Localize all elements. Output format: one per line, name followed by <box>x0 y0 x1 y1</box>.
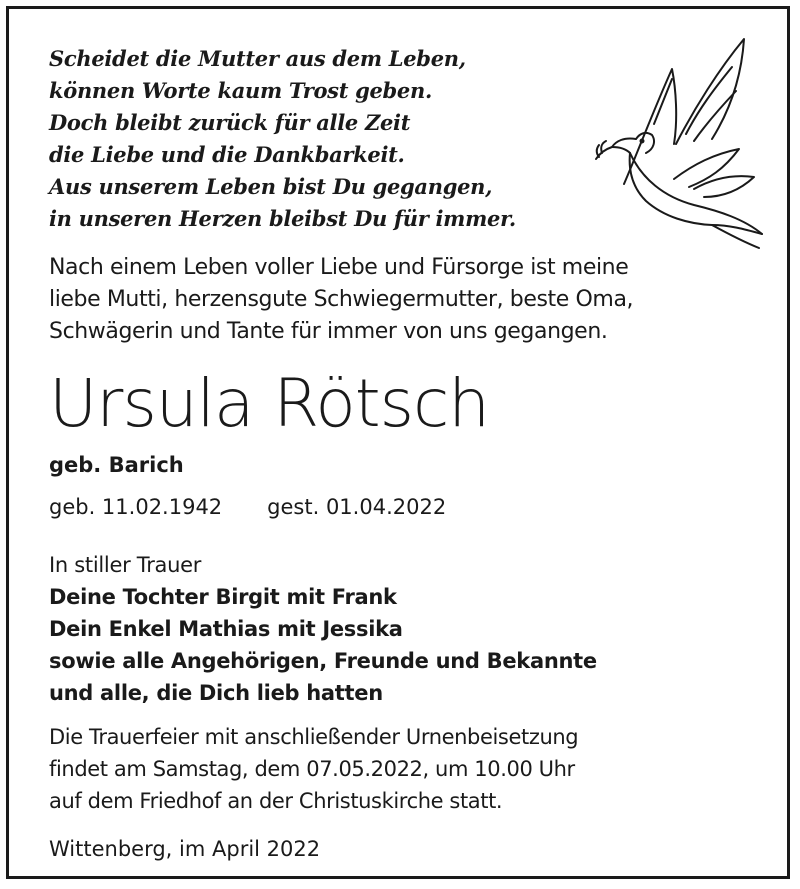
mourner-line: und alle, die Dich lieb hatten <box>49 681 383 705</box>
poem-line: können Worte kaum Trost geben. <box>49 78 432 103</box>
deceased-name: Ursula Rötsch <box>49 365 490 442</box>
intro-line: Schwägerin und Tante für immer von uns gegangen. <box>49 319 608 344</box>
poem-line: die Liebe und die Dankbarkeit. <box>49 142 405 167</box>
life-dates <box>49 491 446 523</box>
ceremony-line: auf dem Friedhof an der Christuskirche statt. <box>49 789 503 813</box>
mourners-lead: In stiller Trauer <box>49 553 202 577</box>
dove-icon <box>594 29 764 249</box>
intro-line: liebe Mutti, herzensgute Schwiegermutter, beste Oma, <box>49 287 634 312</box>
maiden-name: geb. Barich <box>49 453 184 477</box>
obituary-frame <box>6 6 790 879</box>
place-date: Wittenberg, im April 2022 <box>49 837 321 861</box>
mourner-line: Deine Tochter Birgit mit Frank <box>49 585 397 609</box>
intro-text <box>49 252 633 348</box>
poem-line: Aus unserem Leben bist Du gegangen, <box>49 174 493 199</box>
ceremony-line: findet am Samstag, dem 07.05.2022, um 10.00 Uhr <box>49 757 575 781</box>
ceremony-line: Die Trauerfeier mit anschließender Urnenbeisetzung <box>49 725 579 749</box>
poem-line: in unseren Herzen bleibst Du für immer. <box>49 206 516 231</box>
ceremony-info <box>49 721 578 817</box>
birth-date: geb. 11.02.1942 <box>49 495 223 519</box>
death-date: gest. 01.04.2022 <box>267 495 447 519</box>
poem <box>49 43 516 235</box>
intro-line: Nach einem Leben voller Liebe und Fürsorge ist meine <box>49 255 629 280</box>
poem-line: Scheidet die Mutter aus dem Leben, <box>49 46 466 71</box>
mourner-line: Dein Enkel Mathias mit Jessika <box>49 617 403 641</box>
mourners <box>49 549 597 709</box>
mourner-line: sowie alle Angehörigen, Freunde und Bekannte <box>49 649 597 673</box>
obituary-content <box>49 9 767 876</box>
poem-line: Doch bleibt zurück für alle Zeit <box>49 110 411 135</box>
